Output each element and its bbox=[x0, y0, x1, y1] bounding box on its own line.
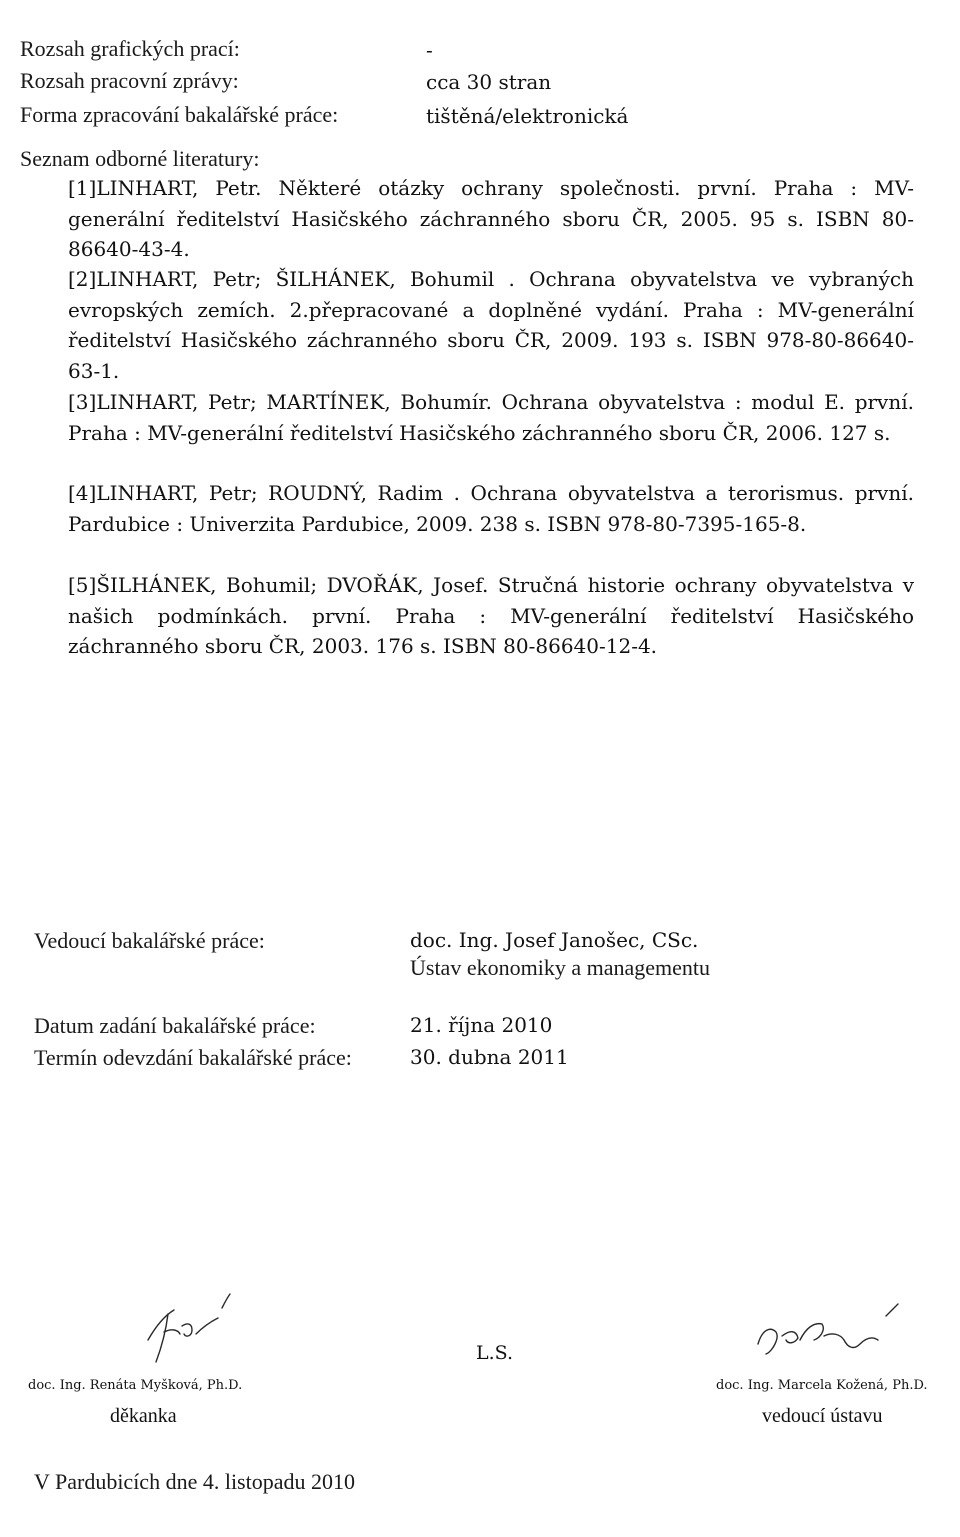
head-role: vedoucí ústavu bbox=[762, 1405, 883, 1427]
submission-date-value: 30. dubna 2011 bbox=[410, 1045, 569, 1069]
place-date: V Pardubicích dne 4. listopadu 2010 bbox=[34, 1469, 355, 1494]
assignment-date-label: Datum zadání bakalářské práce: bbox=[34, 1013, 316, 1038]
supervisor-department: Ústav ekonomiky a managementu bbox=[410, 955, 710, 980]
stamp-placeholder: L.S. bbox=[476, 1342, 514, 1364]
reference-item: [3]LINHART, Petr; MARTÍNEK, Bohumír. Ochrana obyvatelstva : modul E. první. Praha : MV-generální ředitelství Hasičského záchranného sboru ČR, 2006. 127 s. bbox=[68, 390, 914, 445]
head-name: doc. Ing. Marcela Kožená, Ph.D. bbox=[716, 1378, 928, 1393]
submission-date-label: Termín odevzdání bakalářské práce: bbox=[34, 1045, 352, 1070]
reference-item: [1]LINHART, Petr. Některé otázky ochrany společnosti. první. Praha : MV-generální ředitelství Hasičského záchranného sboru ČR, 2005. 95 s. ISBN 80-86640-43-4. bbox=[68, 176, 914, 261]
reference-item: [4]LINHART, Petr; ROUDNÝ, Radim . Ochrana obyvatelstva a terorismus. první. Pardubice : Univerzita Pardubice, 2009. 238 s. ISBN 978-80-7395-165-8. bbox=[68, 481, 914, 536]
dean-signature-icon bbox=[126, 1288, 266, 1368]
report-scope-label: Rozsah pracovní zprávy: bbox=[20, 68, 239, 93]
graphic-scope-label: Rozsah grafických prací: bbox=[20, 36, 240, 61]
report-scope-value: cca 30 stran bbox=[426, 70, 552, 94]
graphic-scope-value: - bbox=[426, 38, 433, 62]
thesis-form-label: Forma zpracování bakalářské práce: bbox=[20, 102, 339, 127]
assignment-date-value: 21. října 2010 bbox=[410, 1013, 553, 1037]
dean-role: děkanka bbox=[110, 1405, 177, 1427]
head-signature-icon bbox=[736, 1300, 916, 1370]
dean-name: doc. Ing. Renáta Myšková, Ph.D. bbox=[28, 1378, 243, 1393]
literature-title: Seznam odborné literatury: bbox=[20, 146, 260, 171]
thesis-form-value: tištěná/elektronická bbox=[426, 104, 629, 128]
reference-item: [5]ŠILHÁNEK, Bohumil; DVOŘÁK, Josef. Stručná historie ochrany obyvatelstva v našich podmínkách. první. Praha : MV-generální ředitelství Hasičského záchranného sboru ČR, 2003. 176 s. ISBN 80-86640-12-4. bbox=[68, 573, 914, 658]
reference-item: [2]LINHART, Petr; ŠILHÁNEK, Bohumil . Ochrana obyvatelstva ve vybraných evropských zemích. 2.přepracované a doplněné vydání. Praha : MV-generální ředitelství Hasičského záchranného sboru ČR, 2009. 193 s. ISBN 978-80-86640-63-1. bbox=[68, 267, 914, 383]
supervisor-label: Vedoucí bakalářské práce: bbox=[34, 928, 265, 953]
supervisor-name: doc. Ing. Josef Janošec, CSc. bbox=[410, 928, 699, 952]
